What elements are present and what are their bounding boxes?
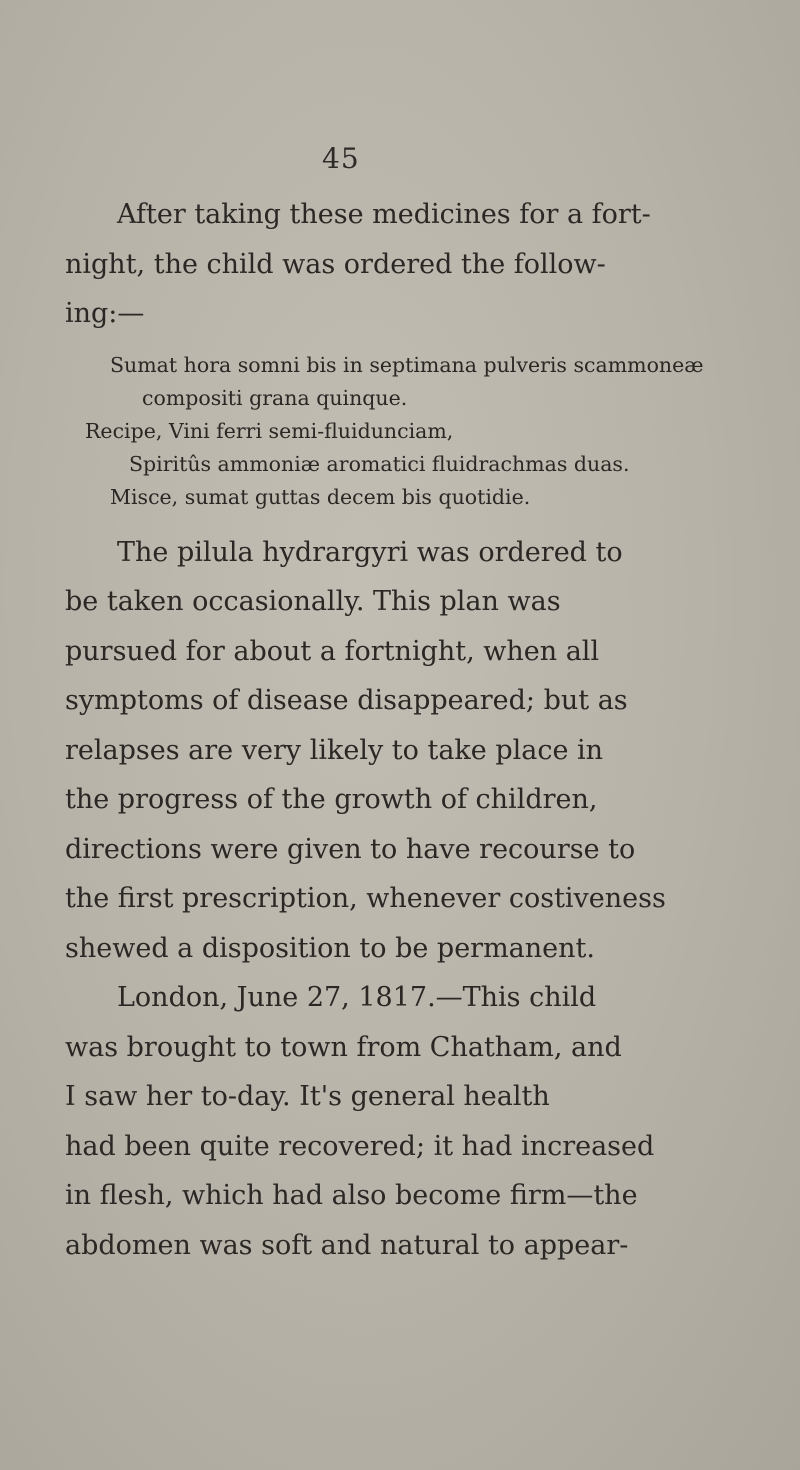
text-line: directions were given to have recourse to — [65, 833, 636, 865]
prescription-line: compositi grana quinque. — [142, 385, 408, 410]
text-line: symptoms of disease disappeared; but as — [65, 685, 628, 716]
text-line: The pilula hydrargyri was ordered to — [117, 536, 623, 568]
paragraph-intro — [65, 190, 665, 339]
page-text — [65, 190, 704, 1270]
text-line: the first prescription, whenever costiveness — [65, 883, 666, 914]
paragraph-main — [65, 528, 665, 974]
text-line: I saw her to-day. It's general health — [65, 1081, 550, 1112]
text-line: pursued for about a fortnight, when all — [65, 635, 600, 667]
prescription-line: Misce, sumat guttas decem bis quotidie. — [110, 484, 531, 509]
text-line: be taken occasionally. This plan was — [65, 586, 561, 617]
text-line: relapses are very likely to take place in — [65, 734, 604, 766]
text-line: shewed a disposition to be permanent. — [65, 932, 595, 964]
prescription-line: Sumat hora somni bis in septimana pulveris scammoneæ — [110, 352, 704, 377]
text-line: in flesh, which had also become firm—the — [65, 1180, 638, 1211]
text-line: abdomen was soft and natural to appear- — [65, 1229, 629, 1261]
prescription-block — [65, 349, 704, 514]
prescription-line: Spiritûs ammoniæ aromatici fluidrachmas duas. — [129, 451, 630, 476]
text-line: was brought to town from Chatham, and — [65, 1031, 622, 1063]
page-number: 45 — [322, 142, 360, 175]
text-line: London, June 27, 1817.—This child — [117, 982, 597, 1013]
paragraph-london — [65, 973, 665, 1270]
text-line: the progress of the growth of children, — [65, 784, 598, 815]
text-line: ing:— — [65, 298, 145, 329]
text-line: After taking these medicines for a fort- — [117, 199, 651, 230]
prescription-line: Recipe, Vini ferri semi-fluidunciam, — [85, 418, 454, 443]
text-line: night, the child was ordered the follow- — [65, 248, 606, 280]
text-line: had been quite recovered; it had increased — [65, 1130, 655, 1162]
